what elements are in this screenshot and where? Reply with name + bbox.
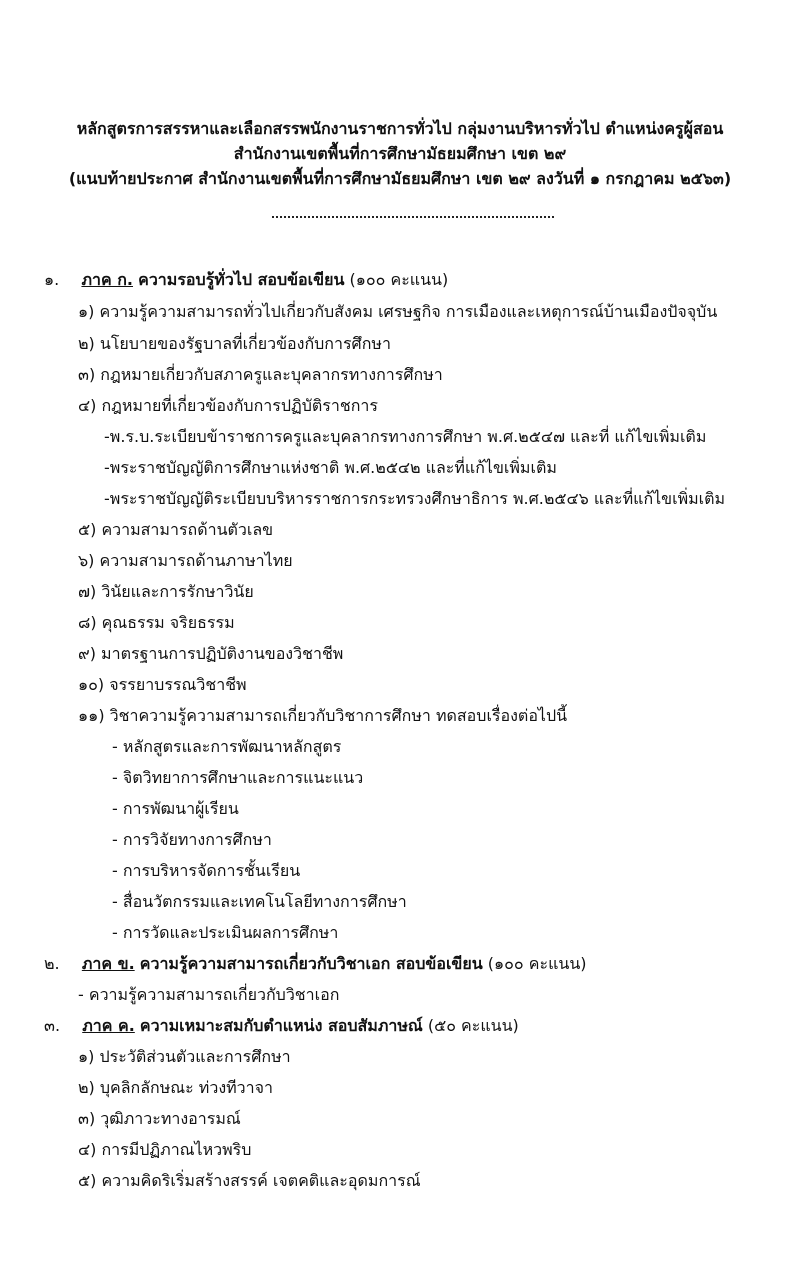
list-item: ๒) นโยบายของรัฐบาลที่เกี่ยวข้องกับการศึกษา: [78, 334, 391, 353]
section-part: ภาค ค.: [82, 1016, 135, 1035]
list-sub-item: -พ.ร.บ.ระเบียบข้าราชการครูและบุคลากรทางการศึกษา พ.ศ.๒๕๔๗ และที่ แก้ไขเพิ่มเติม: [104, 427, 707, 446]
section-part: ภาค ก.: [81, 270, 134, 289]
list-sub-item: - การวิจัยทางการศึกษา: [112, 830, 272, 849]
list-item: ๑) ประวัติส่วนตัวและการศึกษา: [78, 1047, 291, 1066]
section-3-heading: [44, 1016, 519, 1036]
list-item: - ความรู้ความสามารถเกี่ยวกับวิชาเอก: [78, 985, 340, 1004]
list-item: ๗) วินัยและการรักษาวินัย: [78, 582, 254, 601]
section-title: ความเหมาะสมกับตำแหน่ง สอบสัมภาษณ์: [139, 1016, 423, 1035]
list-item: ๑๑) วิชาความรู้ความสามารถเกี่ยวกับวิชาการศึกษา ทดสอบเรื่องต่อไปนี้: [78, 706, 568, 725]
section-2-heading: [44, 954, 587, 974]
section-number: ๓.: [44, 1016, 61, 1035]
section-number: ๑.: [44, 270, 60, 289]
document-header: [20, 116, 780, 191]
list-sub-item: - จิตวิทยาการศึกษาและการแนะแนว: [112, 768, 364, 787]
header-line-2: สำนักงานเขตพื้นที่การศึกษามัธยมศึกษา เขต ๒๙: [233, 144, 567, 163]
list-sub-item: - สื่อนวัตกรรมและเทคโนโลยีทางการศึกษา: [112, 892, 407, 911]
list-item: ๖) ความสามารถด้านภาษาไทย: [78, 551, 293, 570]
section-score: (๑๐๐ คะแนน): [487, 954, 587, 973]
section-part: ภาค ข.: [81, 954, 135, 973]
list-item: ๔) กฎหมายที่เกี่ยวข้องกับการปฏิบัติราชการ: [78, 396, 378, 415]
dotted-divider: [272, 214, 554, 218]
section-title: ความรอบรู้ทั่วไป สอบข้อเขียน: [138, 270, 345, 289]
list-item: ๘) คุณธรรม จริยธรรม: [78, 613, 235, 632]
list-item: ๔) การมีปฏิภาณไหวพริบ: [78, 1140, 252, 1159]
header-line-3: (แนบท้ายประกาศ สำนักงานเขตพื้นที่การศึกษามัธยมศึกษา เขต ๒๙ ลงวันที่ ๑ กรกฎาคม ๒๕๖๓): [68, 169, 732, 188]
list-sub-item: -พระราชบัญญัติระเบียบบริหารราชการกระทรวงศึกษาธิการ พ.ศ.๒๕๔๖ และที่แก้ไขเพิ่มเติม: [104, 489, 726, 508]
section-1-heading: [44, 270, 448, 290]
header-line-1: หลักสูตรการสรรหาและเลือกสรรพนักงานราชการทั่วไป กลุ่มงานบริหารทั่วไป ตำแหน่งครูผู้สอน: [76, 119, 724, 138]
section-number: ๒.: [44, 954, 60, 973]
list-item: ๕) ความสามารถด้านตัวเลข: [78, 520, 274, 539]
list-item: ๑) ความรู้ความสามารถทั่วไปเกี่ยวกับสังคม เศรษฐกิจ การเมืองและเหตุการณ์บ้านเมืองปัจจุบัน: [78, 302, 718, 321]
section-title: ความรู้ความสามารถเกี่ยวกับวิชาเอก สอบข้อเขียน: [139, 954, 483, 973]
list-item: ๕) ความคิดริเริ่มสร้างสรรค์ เจตคติและอุดมการณ์: [78, 1171, 421, 1190]
list-sub-item: - หลักสูตรและการพัฒนาหลักสูตร: [112, 737, 342, 756]
list-sub-item: - การบริหารจัดการชั้นเรียน: [112, 861, 301, 880]
list-item: ๒) บุคลิกลักษณะ ท่วงทีวาจา: [78, 1078, 274, 1097]
list-item: ๓) กฎหมายเกี่ยวกับสภาครูและบุคลากรทางการศึกษา: [78, 365, 443, 384]
section-score: (๑๐๐ คะแนน): [349, 270, 449, 289]
list-item: ๑๐) จรรยาบรรณวิชาชีพ: [78, 675, 247, 694]
section-score: (๕๐ คะแนน): [427, 1016, 519, 1035]
list-sub-item: - การพัฒนาผู้เรียน: [112, 799, 239, 818]
list-sub-item: - การวัดและประเมินผลการศึกษา: [112, 923, 339, 942]
list-item: ๓) วุฒิภาวะทางอารมณ์: [78, 1109, 241, 1128]
list-sub-item: -พระราชบัญญัติการศึกษาแห่งชาติ พ.ศ.๒๕๔๒ และที่แก้ไขเพิ่มเติม: [104, 458, 557, 477]
list-item: ๙) มาตรฐานการปฏิบัติงานของวิชาชีพ: [78, 644, 344, 663]
